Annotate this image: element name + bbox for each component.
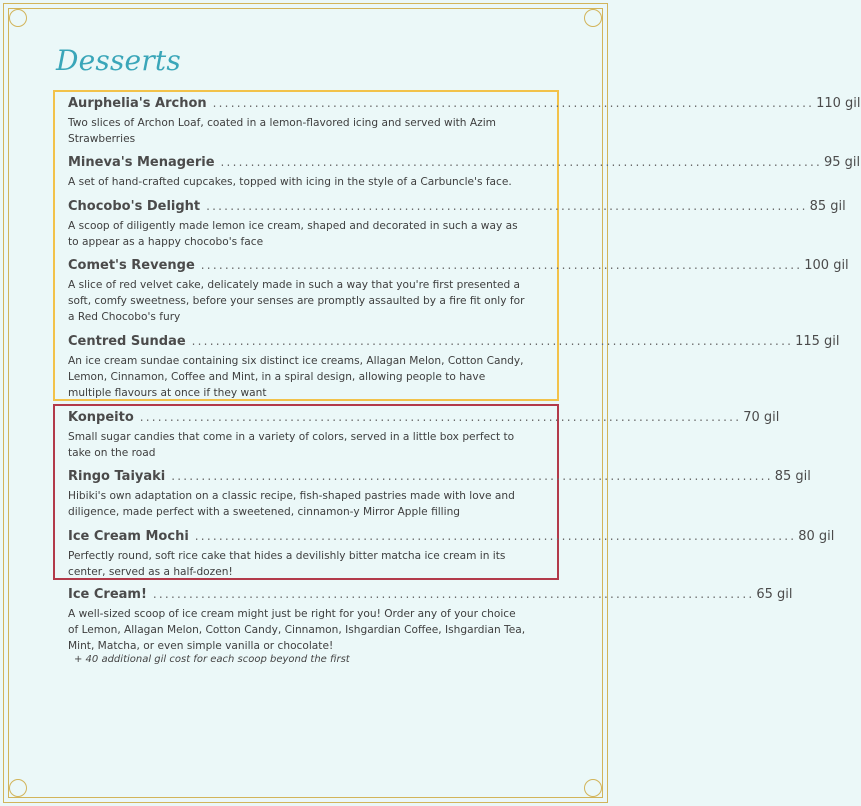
menu-item-price: 100 gil bbox=[804, 258, 849, 273]
menu-item-price: 95 gil bbox=[824, 155, 861, 170]
menu-item-description: Hibiki's own adaptation on a classic recipe, fish-shaped pastries made with love and diligence, made perfect with a sweetened, cinnamon-y Mirror Apple filling bbox=[68, 490, 515, 518]
extra-scoop-note: + 40 additional gil cost for each scoop beyond the first bbox=[74, 654, 350, 665]
menu-item-name: Chocobo's Delight bbox=[68, 199, 201, 214]
menu-item bbox=[55, 199, 846, 250]
menu-item bbox=[55, 334, 840, 401]
menu-item-name: Mineva's Menagerie bbox=[68, 155, 215, 170]
menu-item-name: Ringo Taiyaki bbox=[68, 469, 166, 484]
menu-item-name: Comet's Revenge bbox=[68, 258, 195, 273]
menu-item-name: Aurphelia's Archon bbox=[68, 96, 207, 111]
menu-item-header bbox=[55, 334, 840, 352]
corner-ornament-icon bbox=[9, 779, 27, 797]
menu-item-description: A set of hand-crafted cupcakes, topped with icing in the style of a Carbuncle's face. bbox=[68, 176, 512, 188]
corner-ornament-icon bbox=[584, 779, 602, 797]
menu-item-header bbox=[55, 258, 849, 276]
corner-ornament-icon bbox=[584, 9, 602, 27]
menu-item-name: Centred Sundae bbox=[68, 334, 186, 349]
menu-item-header bbox=[55, 96, 861, 114]
dot-leader: .................................................................................................... bbox=[220, 155, 822, 169]
menu-item-name: Ice Cream! bbox=[68, 587, 147, 602]
menu-item-header bbox=[55, 529, 835, 547]
menu-item-header bbox=[55, 410, 780, 428]
dot-leader: .................................................................................................... bbox=[212, 96, 815, 110]
dot-leader: .................................................................................................... bbox=[171, 469, 773, 483]
dot-leader: .................................................................................................... bbox=[194, 529, 797, 543]
menu-item bbox=[55, 529, 835, 580]
dot-leader: .................................................................................................... bbox=[206, 199, 808, 213]
menu-item bbox=[55, 469, 811, 520]
menu-item-description: A well-sized scoop of ice cream might just be right for you! Order any of your choice of Lemon, Allagan Melon, Cotton Candy, Cinnamon, Ishgardian Coffee, Ishgardian Tea, Mint, Matcha, or even simple vanilla or chocolate! bbox=[68, 608, 526, 652]
menu-item-price: 110 gil bbox=[816, 96, 861, 111]
menu-item-description: A scoop of diligently made lemon ice cream, shaped and decorated in such a way as to appear as a happy chocobo's face bbox=[68, 220, 518, 248]
menu-item-description: Two slices of Archon Loaf, coated in a lemon-flavored icing and served with Azim Strawberries bbox=[68, 117, 496, 145]
dot-leader: .................................................................................................... bbox=[200, 258, 803, 272]
menu-item-header bbox=[55, 199, 846, 217]
menu-item-price: 70 gil bbox=[743, 410, 780, 425]
menu-group-specialty bbox=[53, 404, 835, 580]
menu-item-price: 80 gil bbox=[798, 529, 835, 544]
menu-item-price: 85 gil bbox=[774, 469, 811, 484]
menu-item bbox=[55, 410, 780, 461]
menu-item-header bbox=[53, 587, 793, 605]
menu-item-price: 65 gil bbox=[756, 587, 793, 602]
menu-item bbox=[55, 155, 861, 190]
menu-item-price: 115 gil bbox=[795, 334, 840, 349]
menu-group-classic bbox=[53, 90, 861, 401]
dot-leader: .................................................................................................... bbox=[152, 587, 755, 601]
dot-leader: .................................................................................................... bbox=[191, 334, 794, 348]
menu-item-header bbox=[55, 469, 811, 487]
page-title: Desserts bbox=[56, 44, 181, 77]
menu-item-description: An ice cream sundae containing six distinct ice creams, Allagan Melon, Cotton Candy, Lemon, Cinnamon, Coffee and Mint, in a spiral design, allowing people to have multiple flavours at once if they want bbox=[68, 355, 524, 399]
menu-item-extra bbox=[53, 587, 793, 654]
menu-item-description: A slice of red velvet cake, delicately made in such a way that you're first presented a soft, comfy sweetness, before your senses are promptly assaulted by a fire fit only for a Red Chocobo's fury bbox=[68, 279, 525, 323]
menu-item bbox=[55, 258, 849, 325]
menu-item-price: 85 gil bbox=[809, 199, 846, 214]
menu-item-name: Ice Cream Mochi bbox=[68, 529, 189, 544]
corner-ornament-icon bbox=[9, 9, 27, 27]
dot-leader: .................................................................................................... bbox=[139, 410, 742, 424]
menu-item-description: Small sugar candies that come in a variety of colors, served in a little box perfect to take on the road bbox=[68, 431, 515, 459]
menu-item-name: Konpeito bbox=[68, 410, 134, 425]
menu-item-description: Perfectly round, soft rice cake that hides a devilishly bitter matcha ice cream in its center, served as a half-dozen! bbox=[68, 550, 506, 578]
menu-item-header bbox=[55, 155, 861, 173]
menu-item bbox=[55, 96, 861, 147]
